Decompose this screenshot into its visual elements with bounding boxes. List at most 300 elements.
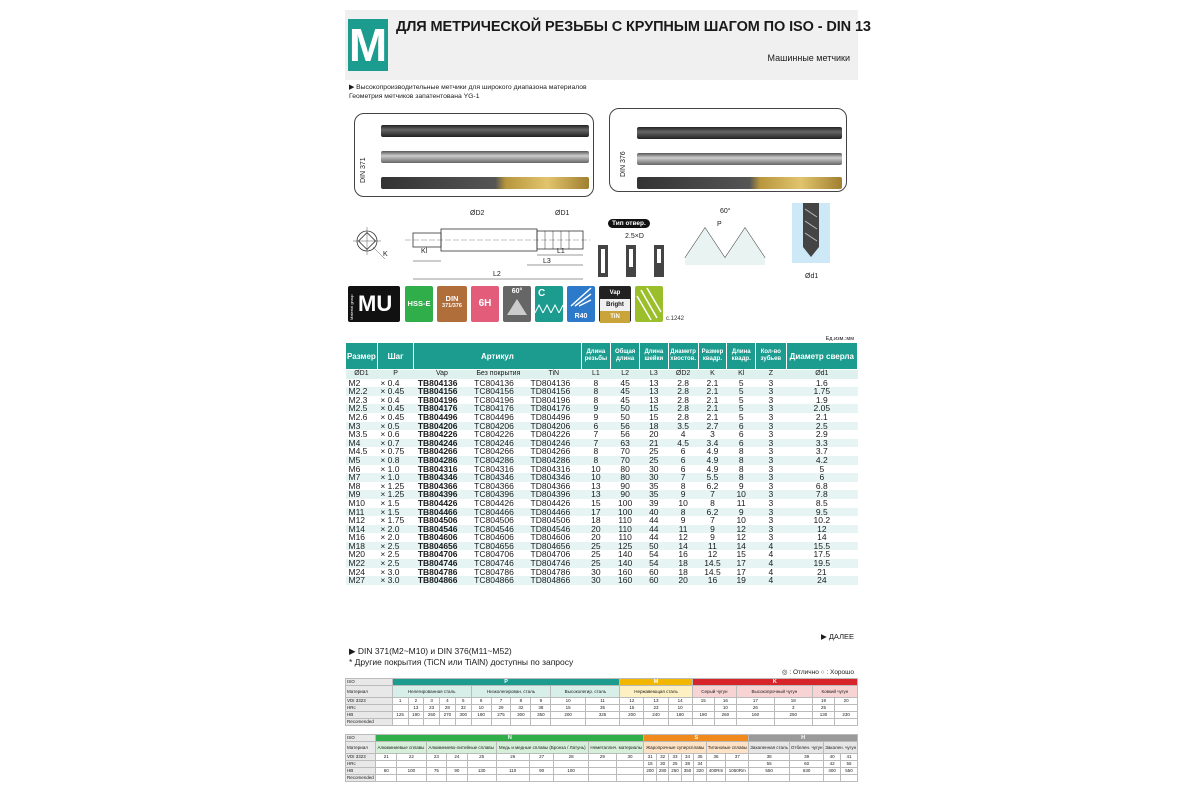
cell-value: 8 — [593, 377, 599, 388]
cell-pitch: × 0.5 — [377, 422, 414, 431]
material-value: 28 — [554, 754, 589, 761]
cell-value: 2.9 — [815, 429, 828, 440]
cell-value: 4 — [768, 549, 774, 560]
cell-article: TD804286 — [527, 456, 581, 465]
cell-value: 9 — [698, 525, 727, 534]
material-value: 35 — [694, 754, 707, 761]
cell-value: 3 — [756, 439, 787, 448]
row-label: Recomended — [347, 775, 374, 780]
recommended-cell — [551, 719, 585, 726]
material-value: 38 — [531, 705, 551, 712]
recommended-cell — [491, 719, 511, 726]
dim-k: K — [383, 251, 388, 258]
cell-value: 45 — [620, 377, 630, 388]
recommended-cell — [749, 775, 790, 782]
cell-article: TC804316 — [474, 463, 514, 474]
cell-value: 45 — [611, 387, 640, 396]
din-icon: DIN 371/376 — [437, 286, 467, 322]
header-total-length: Общая длина — [611, 343, 640, 370]
cell-value: 3.4 — [698, 439, 727, 448]
cell-value: 8 — [727, 473, 756, 482]
material-value: 29 — [588, 754, 616, 761]
din376-label: DIN 376 — [620, 151, 627, 177]
row-label: HB — [346, 768, 376, 775]
cell-value: 50 — [640, 542, 669, 551]
material-value: 250 — [424, 712, 440, 719]
cell-article: TD804656 — [527, 542, 581, 551]
recommended-cell — [774, 719, 812, 726]
cell-value: 2.1 — [706, 411, 719, 422]
material-value: 15 — [551, 705, 585, 712]
material-value: 7 — [491, 698, 511, 705]
material-value — [447, 761, 467, 768]
cell-pitch: × 0.8 — [377, 456, 414, 465]
cell-pitch: × 2.0 — [380, 532, 400, 543]
material-value: 8 — [511, 698, 531, 705]
cell-value: 70 — [611, 456, 640, 465]
cell-value: 12 — [736, 532, 746, 543]
material-value: 15 — [620, 705, 644, 712]
cell-value: 110 — [618, 532, 632, 543]
cell-value: 54 — [640, 559, 669, 568]
sub-z: Z — [756, 370, 787, 379]
cell-size: M4.5 — [348, 446, 368, 457]
cell-value: 8 — [727, 456, 756, 465]
chamfer-icon: C — [535, 286, 563, 322]
material-value: 30 — [656, 761, 668, 768]
recommended-cell — [616, 775, 644, 782]
recommended-cell — [656, 775, 668, 782]
cell-value: 3 — [756, 508, 787, 517]
material-name: Закаленная сталь — [749, 742, 790, 754]
cell-size: M2 — [348, 377, 361, 388]
cell-article: TC804176 — [470, 404, 526, 413]
cell-value: 2.8 — [668, 387, 698, 396]
unit-label: Ед.изм.:мм — [825, 336, 854, 342]
material-value: 275 — [491, 712, 511, 719]
cell-value: 3 — [768, 394, 774, 405]
sub-l1: L1 — [581, 370, 611, 379]
cell-size: M2.6 — [348, 411, 368, 422]
cell-article: TB804196 — [417, 394, 458, 405]
cell-article: TD804426 — [530, 497, 571, 508]
material-value: 27 — [529, 754, 553, 761]
material-value — [588, 761, 616, 768]
cell-value: 18 — [591, 515, 601, 526]
cell-pitch: × 2.5 — [377, 542, 414, 551]
recommended-cell — [467, 775, 496, 782]
recommended-cell — [812, 719, 835, 726]
material-value: 200 — [620, 712, 644, 719]
cell-value: 2.05 — [786, 404, 857, 413]
recommended-cell — [531, 719, 551, 726]
material-name: Отбелен. чугун — [790, 742, 824, 754]
cell-size: M7 — [346, 473, 378, 482]
cell-pitch: × 1.25 — [380, 480, 405, 491]
din371-label: DIN 371 — [360, 157, 367, 183]
cell-size: M10 — [348, 497, 366, 508]
table-row — [346, 576, 858, 585]
cell-pitch: × 0.4 — [380, 394, 400, 405]
material-value: 190 — [408, 712, 424, 719]
recommended-cell — [706, 775, 726, 782]
tap-image-tin — [381, 177, 589, 189]
sub-l2: L2 — [611, 370, 640, 379]
cell-article: TB804316 — [417, 463, 458, 474]
material-value: 3 — [424, 698, 440, 705]
cell-value: 2.5 — [786, 422, 857, 431]
cell-article: TC804286 — [470, 456, 526, 465]
recommended-cell — [726, 775, 749, 782]
thread-pitch: P — [717, 221, 722, 228]
material-value: 34 — [681, 754, 693, 761]
dim-d2: ØD2 — [470, 210, 485, 217]
material-value: 31 — [644, 754, 656, 761]
cell-value: 6 — [680, 446, 686, 457]
iso-group: N — [376, 735, 644, 742]
cell-value: 3 — [756, 456, 787, 465]
hss-e-icon: HSS-E — [405, 286, 433, 322]
cell-value: 2.1 — [706, 394, 719, 405]
material-value: 630 — [790, 768, 824, 775]
material-value: 12 — [620, 698, 644, 705]
cell-value: 3 — [756, 404, 787, 413]
material-name: Ковкий чугун — [812, 686, 857, 698]
material-value: 42 — [824, 761, 841, 768]
dim-l2: L2 — [493, 271, 501, 278]
cell-value: 110 — [611, 525, 640, 534]
cell-article: TC804496 — [474, 411, 514, 422]
material-value: 125 — [392, 712, 408, 719]
cell-value: 45 — [620, 394, 630, 405]
cell-value: 25 — [591, 549, 601, 560]
cell-value: 8 — [668, 508, 698, 517]
recommended-cell — [392, 719, 408, 726]
cell-pitch: × 0.4 — [380, 377, 400, 388]
row-label: HRc — [346, 705, 393, 712]
drawings-area — [345, 105, 858, 300]
material-name: Серый чугун — [692, 686, 736, 698]
thread-angle: 60° — [720, 208, 731, 215]
cell-size: M24 — [348, 566, 366, 577]
cell-value: 25 — [581, 559, 611, 568]
material-value: 23 — [644, 705, 668, 712]
cell-article: TD804786 — [530, 566, 571, 577]
cell-value: 50 — [611, 404, 640, 413]
material-group-icon: Material group MU — [348, 286, 400, 322]
header-pitch: Шаг — [377, 343, 414, 370]
material-value: 34 — [694, 761, 707, 768]
material-value: 25 — [467, 754, 496, 761]
cell-value: 18 — [668, 559, 698, 568]
cell-value: 5.5 — [698, 473, 727, 482]
cell-value: 100 — [618, 497, 633, 508]
cell-value: 2.1 — [706, 377, 719, 388]
cell-value: 24 — [786, 576, 857, 585]
cell-value: 2.1 — [815, 411, 828, 422]
cell-pitch: × 0.7 — [377, 439, 414, 448]
material-value: 100 — [397, 768, 427, 775]
cell-value: 15 — [640, 404, 669, 413]
cell-size: M2.3 — [348, 394, 368, 405]
cell-value: 25 — [640, 456, 669, 465]
cell-size: M12 — [348, 515, 366, 526]
material-value: 250 — [774, 712, 812, 719]
cell-article: TD804606 — [530, 532, 571, 543]
sub-p: P — [377, 370, 414, 379]
material-name: Жаропрочные суперсплавы — [644, 742, 706, 754]
spec-icons — [348, 286, 748, 324]
sub-k: K — [698, 370, 727, 379]
cell-value: 13 — [581, 490, 611, 499]
cell-value: 7 — [698, 490, 727, 499]
material-value: 32 — [656, 754, 668, 761]
row-label: VDI 3323 — [346, 698, 393, 705]
recommended-cell — [620, 719, 644, 726]
cell-value: 13 — [649, 394, 659, 405]
dim-kl: Kl — [421, 248, 428, 255]
header-drill-diameter: Диаметр сверла — [786, 343, 857, 370]
header-neck-length: Длина шейки — [640, 343, 669, 370]
sub-l3: L3 — [640, 370, 669, 379]
cell-value: 3 — [768, 411, 774, 422]
recommended-cell — [644, 719, 668, 726]
material-value: 6 — [471, 698, 491, 705]
cell-article: TC804866 — [470, 576, 526, 585]
cell-article: TB804546 — [414, 525, 470, 534]
recommended-cell — [644, 775, 656, 782]
material-value — [616, 768, 644, 775]
material-value: 550 — [841, 768, 858, 775]
cell-article: TB804136 — [417, 377, 458, 388]
cell-value: 6 — [738, 429, 744, 440]
sub-d1: ØD1 — [346, 370, 378, 379]
material-name: Титановые сплавы — [706, 742, 748, 754]
cell-value: 3 — [756, 525, 787, 534]
cell-article: TB804606 — [417, 532, 458, 543]
material-value: 200 — [644, 768, 656, 775]
cell-pitch: × 1.75 — [380, 515, 405, 526]
material-value: 55 — [749, 761, 790, 768]
recommended-cell — [841, 775, 858, 782]
cell-value: 4 — [768, 566, 774, 577]
thread-angle-icon: 60° — [503, 286, 531, 322]
cell-value: 17 — [727, 559, 756, 568]
tap-image-tin — [637, 177, 842, 189]
recommended-cell — [736, 719, 774, 726]
header-thread-length: Длина резьбы — [581, 343, 611, 370]
material-value: 20 — [835, 698, 858, 705]
cell-value: 80 — [620, 463, 630, 474]
drill-diameter: Ød1 — [805, 273, 819, 280]
material-value: 200 — [551, 712, 585, 719]
material-value: 15 — [692, 698, 714, 705]
cell-value: 2.8 — [677, 394, 690, 405]
material-value: 15 — [644, 761, 656, 768]
coating-icon: Vap Bright TiN — [599, 286, 631, 322]
page-subtitle: Машинные метчики — [767, 53, 850, 63]
cell-value: 5 — [727, 404, 756, 413]
cell-article: TD804366 — [530, 480, 571, 491]
cell-value: 140 — [618, 549, 633, 560]
cell-pitch: × 0.6 — [380, 429, 400, 440]
recommended-cell — [554, 775, 589, 782]
cell-value: 6 — [727, 422, 756, 431]
recommended-cell — [681, 775, 693, 782]
cell-value: 4 — [756, 576, 787, 585]
material-value: 32 — [511, 705, 531, 712]
material-value: 55 — [841, 761, 858, 768]
cell-value: 140 — [611, 559, 640, 568]
cell-value: 80 — [611, 473, 640, 482]
cell-article: TB804866 — [414, 576, 470, 585]
cell-pitch: × 2.5 — [377, 559, 414, 568]
recommended-cell — [585, 719, 620, 726]
cell-value: 3.3 — [786, 439, 857, 448]
cell-article: TB804656 — [414, 542, 470, 551]
cell-article: TB804246 — [414, 439, 470, 448]
cell-article: TD804136 — [530, 377, 571, 388]
material-value: 400 — [824, 768, 841, 775]
recommended-cell — [588, 775, 616, 782]
cell-size: M11 — [346, 508, 378, 517]
material-value: 23 — [424, 705, 440, 712]
cell-value: 13 — [591, 480, 601, 491]
material-value: 13 — [644, 698, 668, 705]
cell-value: 4 — [756, 559, 787, 568]
material-value: 26 — [736, 705, 774, 712]
cell-value: 7 — [581, 439, 611, 448]
cell-value: 3 — [756, 387, 787, 396]
cell-article: TD804866 — [527, 576, 581, 585]
cell-value: 15 — [591, 497, 601, 508]
material-value: 180 — [692, 712, 714, 719]
material-value — [835, 705, 858, 712]
cell-article: TD804496 — [530, 411, 571, 422]
recommended-cell — [408, 719, 424, 726]
recommended-cell — [824, 775, 841, 782]
cell-value: 12 — [707, 549, 718, 560]
material-value: 29 — [491, 705, 511, 712]
cell-value: 9 — [738, 480, 744, 491]
cell-value: 3 — [768, 532, 774, 543]
recommended-cell — [424, 719, 440, 726]
cell-value: 13 — [640, 387, 669, 396]
material-value: 280 — [656, 768, 668, 775]
material-value: 13 — [408, 705, 424, 712]
cell-article: TB804226 — [417, 429, 458, 440]
sub-drill: Ød1 — [786, 370, 857, 379]
cell-article: TC804426 — [474, 497, 514, 508]
tolerance-icon: 6H — [471, 286, 499, 322]
row-label: Материал — [346, 742, 376, 754]
material-value: 37 — [726, 754, 749, 761]
cell-value: 20 — [668, 576, 698, 585]
cell-value: 30 — [649, 463, 659, 474]
material-value: 41 — [841, 754, 858, 761]
cell-article: TD804196 — [530, 394, 571, 405]
cell-article: TB804156 — [414, 387, 470, 396]
cell-value: 8 — [738, 463, 744, 474]
material-value: 40 — [824, 754, 841, 761]
cell-value: 11 — [698, 542, 727, 551]
cell-value: 4.2 — [786, 456, 857, 465]
cell-size: M22 — [346, 559, 378, 568]
cell-article: TB804506 — [417, 515, 458, 526]
iso-group: M — [620, 679, 692, 686]
cell-value: 6.2 — [698, 508, 727, 517]
hole-depth: 2.5×D — [625, 233, 644, 240]
cell-value: 18 — [678, 566, 688, 577]
material-name: Медь и медные сплавы (Бронза / Латунь) — [496, 742, 588, 754]
cell-value: 5 — [738, 394, 744, 405]
material-value: 240 — [644, 712, 668, 719]
cell-value: 35 — [640, 490, 669, 499]
cell-value: 6.2 — [706, 480, 719, 491]
hole-type-icon — [635, 286, 663, 322]
material-value: 24 — [447, 754, 467, 761]
cell-value: 12 — [786, 525, 857, 534]
header-shank-diameter: Диаметр хвостов. — [668, 343, 698, 370]
cell-value: 10 — [736, 515, 746, 526]
tap-image-vap — [637, 127, 842, 139]
row-label: VDI 3323 — [346, 754, 376, 761]
dim-l1: L1 — [557, 248, 565, 255]
cell-value: 3.5 — [668, 422, 698, 431]
recommended-cell — [376, 775, 397, 782]
cell-value: 56 — [620, 429, 630, 440]
header-square-length: Длина квадр. — [727, 343, 756, 370]
cell-value: 7 — [710, 515, 715, 526]
cell-value: 21 — [640, 439, 669, 448]
material-name: Закален. чугун — [824, 742, 858, 754]
cell-size: M3 — [346, 422, 378, 431]
sub-tin: TiN — [527, 370, 581, 379]
cell-value: 60 — [640, 576, 669, 585]
material-value: 38 — [749, 754, 790, 761]
tap-image-bare — [381, 151, 589, 163]
material-value: 4 — [440, 698, 456, 705]
cell-pitch: × 2.0 — [377, 525, 414, 534]
cell-value: 3 — [768, 463, 774, 474]
material-value: 60 — [376, 768, 397, 775]
cell-size: M4 — [346, 439, 378, 448]
cell-value: 14 — [817, 532, 827, 543]
cell-value: 3 — [710, 429, 715, 440]
material-value: 33 — [669, 754, 681, 761]
cell-value: 10 — [591, 463, 601, 474]
material-value: 320 — [694, 768, 707, 775]
cell-value: 10 — [727, 490, 756, 499]
cell-value: 13 — [649, 377, 659, 388]
material-value: 60 — [790, 761, 824, 768]
material-value: 5 — [455, 698, 471, 705]
material-value: 23 — [426, 754, 446, 761]
material-value — [726, 761, 749, 768]
header-teeth: Кол-во зубьев — [756, 343, 787, 370]
recommended-cell — [447, 775, 467, 782]
tap-image-vap — [381, 125, 589, 137]
cell-size: M8 — [348, 480, 361, 491]
cell-article: TC804606 — [474, 532, 514, 543]
cell-value: 5 — [738, 377, 744, 388]
material-value: 90 — [529, 768, 553, 775]
row-label: Recomended — [346, 719, 393, 726]
cell-value: 20 — [649, 429, 659, 440]
iso-group: S — [644, 735, 749, 742]
cell-article: TC804546 — [470, 525, 526, 534]
cell-article: TC804196 — [474, 394, 514, 405]
